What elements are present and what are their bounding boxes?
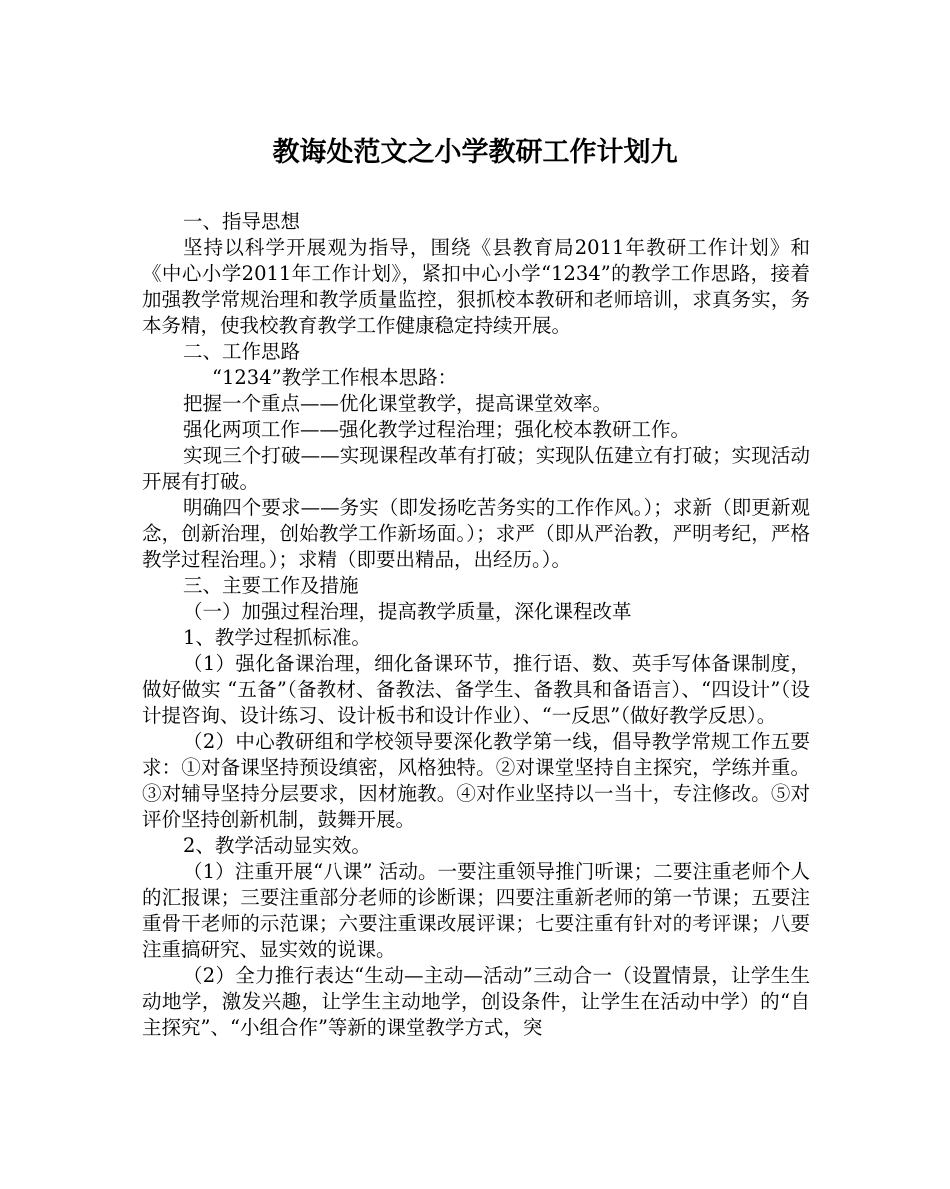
paragraph: （2）中心教研组和学校领导要深化教学第一线，倡导教学常规工作五要求：①对备课坚持预设缜密，风格独特。②对课堂坚持自主探究，学练并重。③对辅导坚持分层要求，因材施教。④对作业坚持以一当十，专注修改。⑤对评价坚持创新机制，鼓舞开展。	[142, 730, 810, 831]
item-heading: 1、教学过程抓标准。	[183, 626, 371, 649]
paragraph: （2）全力推行表达“生动—主动—活动”三动合一（设置情景，让学生生动地学，激发兴趣，让学生主动地学，创设条件，让学生在活动中学）的“自主探究”、“小组合作”等新的课堂教学方式，突	[142, 964, 810, 1039]
paragraph: 把握一个重点——优化课堂教学，提高课堂效率。	[183, 392, 613, 415]
subsection-heading: （一）加强过程治理，提高教学质量，深化课程改革	[183, 600, 632, 623]
paragraph: “1234”教学工作根本思路：	[212, 366, 458, 389]
section-heading: 二、工作思路	[183, 340, 301, 363]
paragraph: 坚持以科学开展观为指导，围绕《县教育局2011年教研工作计划》和《中心小学2011年工作计划》，紧扣中心小学“1234”的教学工作思路，接着加强教学常规治理和教学质量监控，狠抓校本教研和老师培训，求真务实，务本务精，使我校教育教学工作健康稳定持续开展。	[142, 236, 810, 337]
section-heading: 三、主要工作及措施	[183, 574, 359, 597]
paragraph: （1）注重开展“八课” 活动。一要注重领导推门听课；二要注重老师个人的汇报课；三要注重部分老师的诊断课；四要注重新老师的第一节课；五要注重骨干老师的示范课；六要注重课改展评课；七要注重有针对的考评课；八要注重搞研究、显实效的说课。	[142, 860, 810, 961]
document-title: 教诲处范文之小学教研工作计划九	[272, 137, 678, 168]
section-heading: 一、指导思想	[183, 210, 301, 233]
paragraph: 强化两项工作——强化教学过程治理；强化校本教研工作。	[183, 418, 691, 441]
paragraph: 明确四个要求——务实（即发扬吃苦务实的工作作风。）；求新（即更新观念，创新治理，创始教学工作新场面。）；求严（即从严治教，严明考纪，严格教学过程治理。）；求精（即要出精品，出经历。）。	[142, 496, 810, 571]
paragraph: 实现三个打破——实现课程改革有打破；实现队伍建立有打破；实现活动开展有打破。	[142, 444, 810, 493]
item-heading: 2、教学活动显实效。	[183, 834, 371, 857]
paragraph: （1）强化备课治理，细化备课环节，推行语、数、英手写体备课制度，做好做实 “五备”（备教材、备教法、备学生、备教具和备语言）、“四设计”（设计提咨询、设计练习、设计板书和设计作业）、“一反思”（做好教学反思）。	[142, 652, 810, 727]
document-body	[142, 209, 810, 1041]
